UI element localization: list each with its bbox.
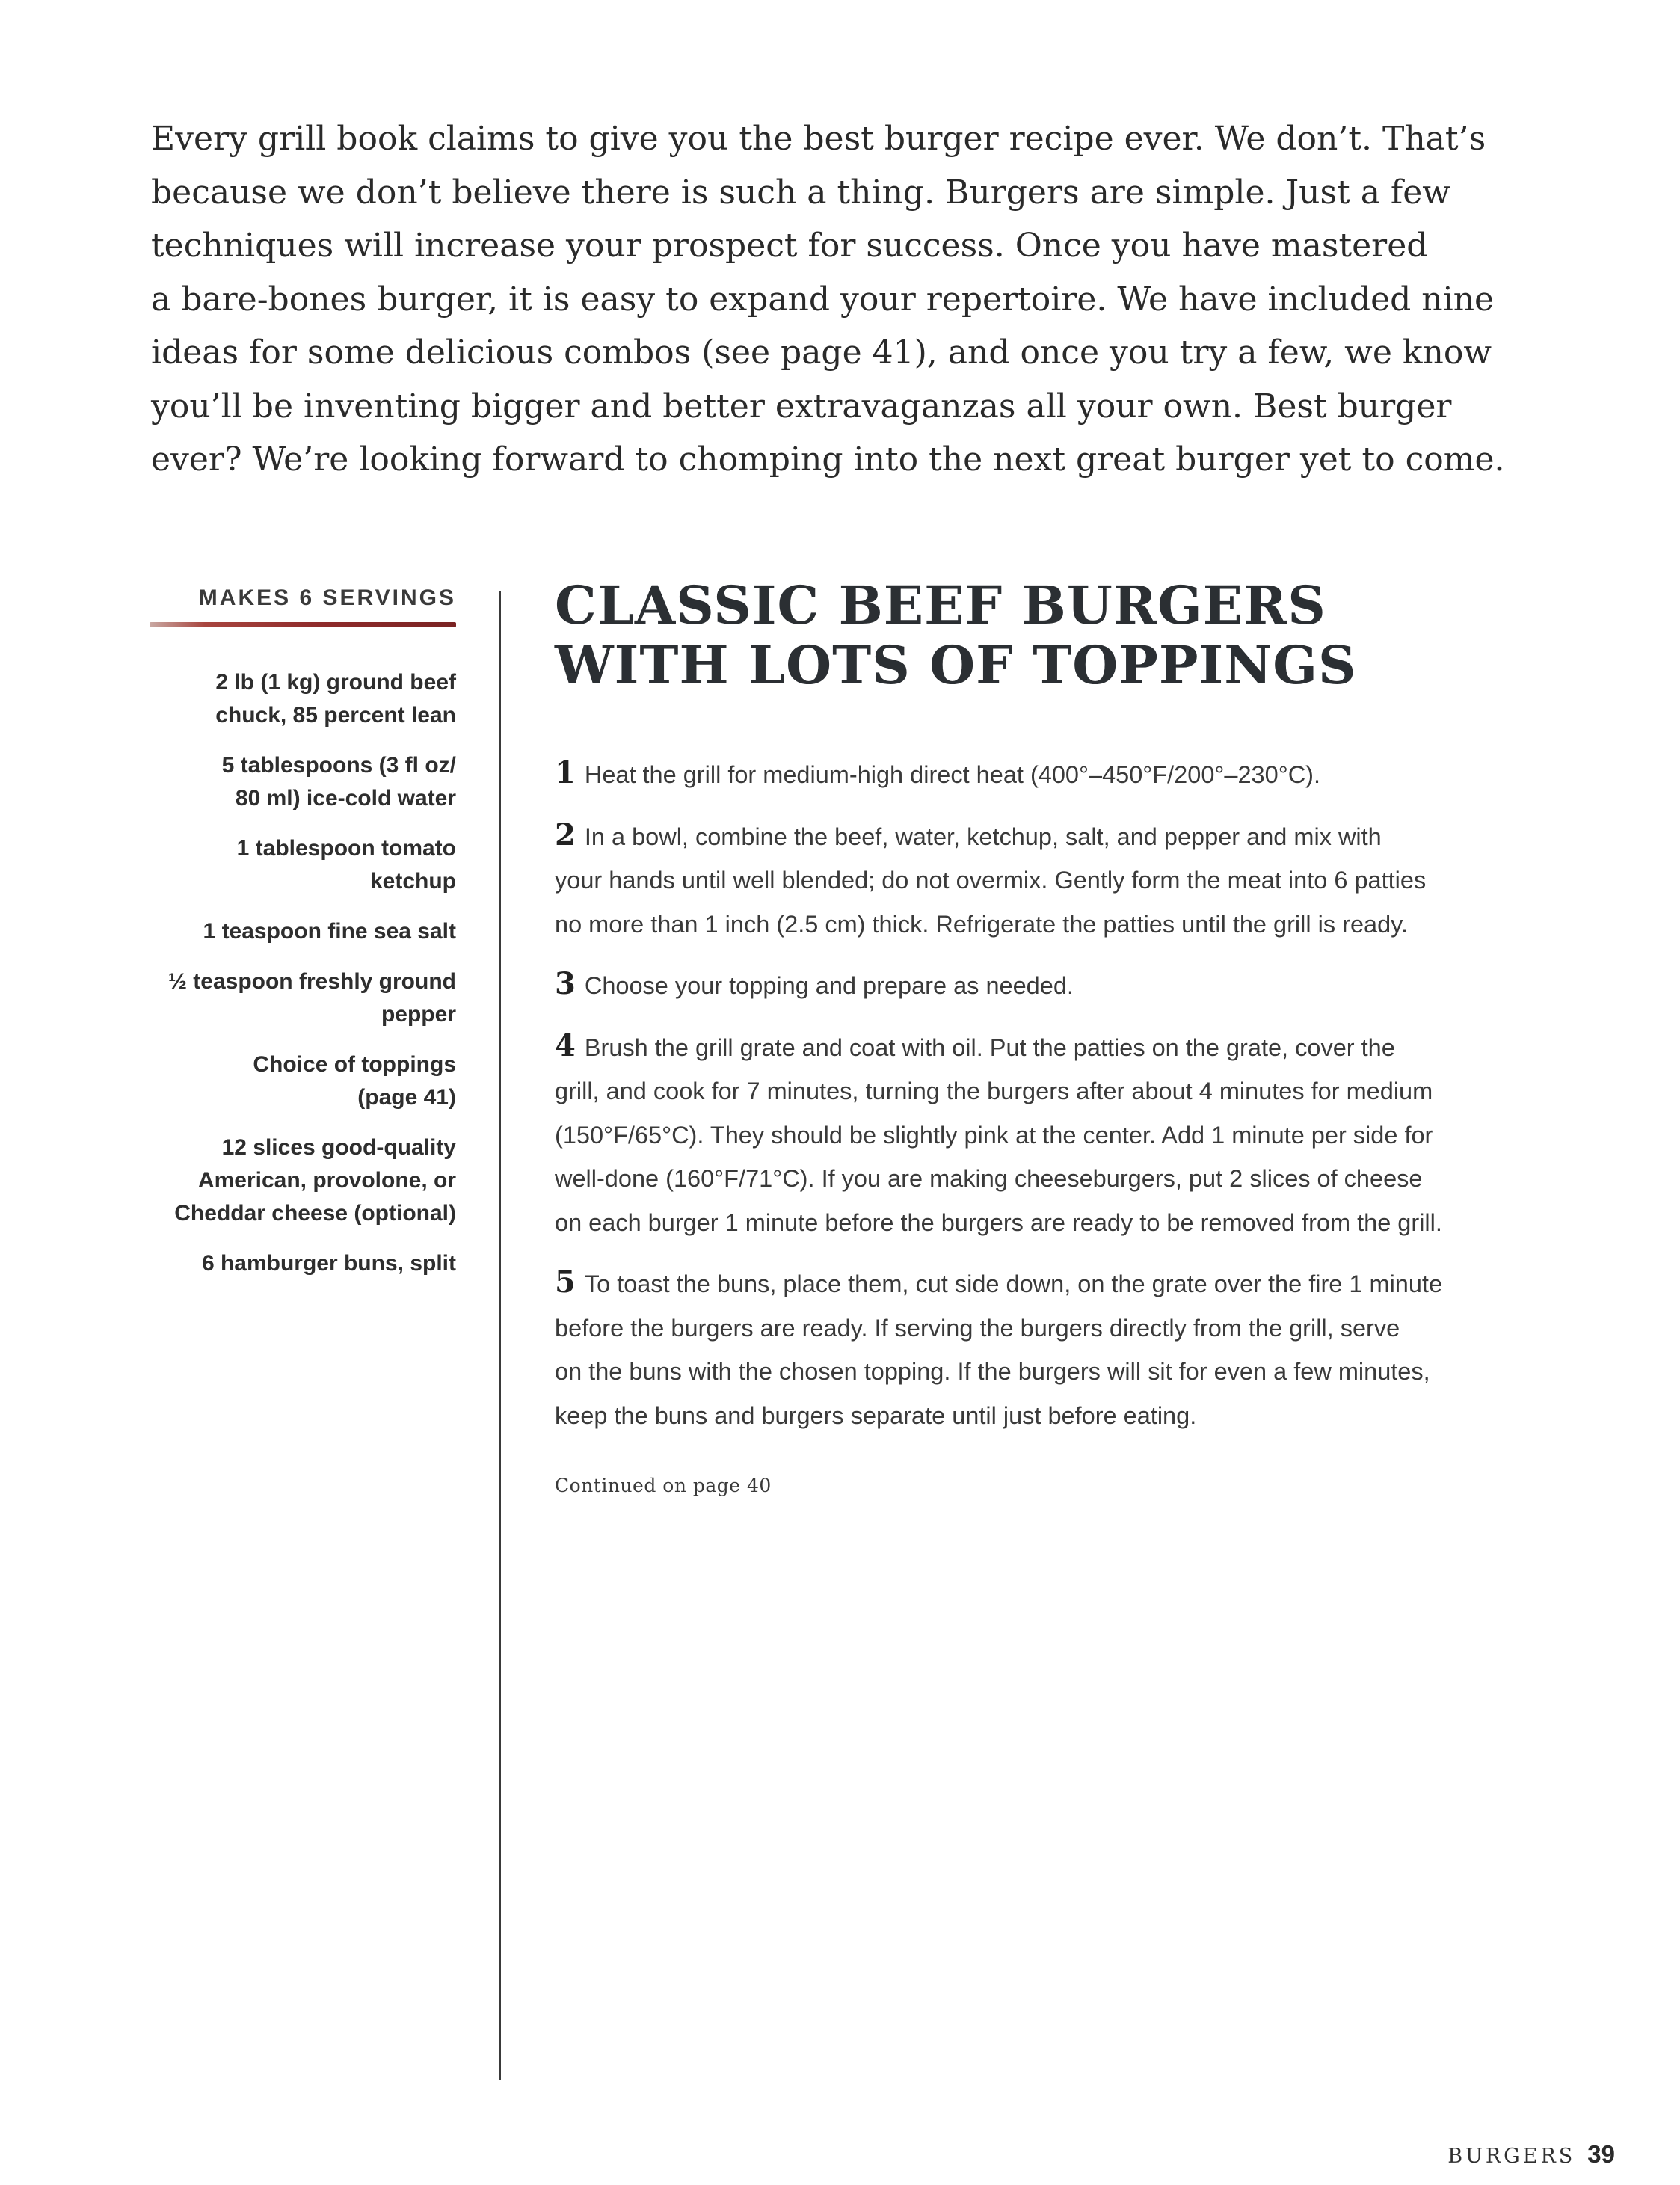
step-number: 3 [555,966,576,1001]
ingredient-line: 6 hamburger buns, split [201,1251,456,1276]
intro-line: a bare-bones burger, it is easy to expand your repertoire. We have included nine [151,280,1495,319]
step-number: 2 [555,817,576,852]
intro-line: Every grill book claims to give you the best burger recipe ever. We don’t. That’s [151,120,1486,158]
step-line: Heat the grill for medium-high direct heat (400°–450°F/200°–230°C). [584,761,1321,788]
ingredient-line: 80 ml) ice-cold water [235,786,456,811]
step-line: your hands until well blended; do not overmix. Gently form the meat into 6 patties [555,867,1427,894]
page-number: 39 [1587,2140,1615,2168]
intro-line: ideas for some delicious combos (see page 41), and once you try a few, we know [151,334,1492,372]
ingredient-item [142,915,456,948]
step-line: well-done (160°F/71°C). If you are making cheeseburgers, put 2 slices of cheese [555,1165,1423,1192]
step-line: before the burgers are ready. If serving the burgers directly from the grill, serve [555,1314,1400,1342]
ingredient-line: pepper [381,1002,456,1027]
ingredient-line: 12 slices good-quality [221,1135,456,1160]
step-number: 4 [555,1027,576,1063]
ingredient-line: 1 teaspoon fine sea salt [203,919,456,944]
ingredient-item [142,1131,456,1230]
ingredient-line: ½ teaspoon freshly ground [167,969,456,994]
page-footer [1331,2140,1615,2169]
intro-line: techniques will increase your prospect for success. Once you have mastered [151,227,1428,265]
ingredient-item [142,832,456,898]
ingredient-item [142,1048,456,1114]
ingredient-item [142,666,456,732]
ingredient-line: Choice of toppings [253,1052,456,1077]
recipe-step [555,1261,1549,1437]
ingredient-item [142,965,456,1031]
step-line: keep the buns and burgers separate until just before eating. [555,1401,1197,1429]
ingredient-line: 5 tablespoons (3 fl oz/ [221,753,456,778]
intro-line: you’ll be inventing bigger and better extravaganzas all your own. Best burger [151,387,1452,425]
ingredient-line: American, provolone, or [197,1168,456,1193]
column-divider [499,591,501,2080]
intro-paragraph [151,112,1542,487]
ingredient-line: 2 lb (1 kg) ground beef [215,670,456,695]
recipe-title-line: WITH LOTS OF TOPPINGS [555,634,1357,696]
recipe-title-line: CLASSIC BEEF BURGERS [555,574,1326,636]
step-line: Choose your topping and prepare as needed. [584,972,1074,999]
step-line: on the buns with the chosen topping. If the burgers will sit for even a few minutes, [555,1358,1430,1385]
intro-line: ever? We’re looking forward to chomping into the next great burger yet to come. [151,440,1505,479]
step-number: 5 [555,1264,576,1300]
step-line: Brush the grill grate and coat with oil. Put the patties on the grate, cover the [584,1033,1395,1061]
recipe-step [555,1024,1549,1245]
step-line: In a bowl, combine the beef, water, ketchup, salt, and pepper and mix with [584,823,1382,850]
ingredient-line: 1 tablespoon tomato [236,836,456,861]
ingredient-item [142,749,456,815]
recipe-title [555,576,1601,695]
step-line: (150°F/65°C). They should be slightly pink at the center. Add 1 minute per side for [555,1121,1433,1149]
ingredient-list [142,666,456,1280]
intro-line: because we don’t believe there is such a thing. Burgers are simple. Just a few [151,173,1450,212]
ingredient-item [142,1247,456,1280]
recipe-step [555,752,1549,797]
recipe-step [555,962,1549,1008]
section-name: BURGERS [1447,2145,1576,2168]
servings-rule [150,622,456,627]
step-line: grill, and cook for 7 minutes, turning the burgers after about 4 minutes for medium [555,1078,1433,1104]
servings-heading: MAKES 6 SERVINGS [198,586,456,610]
ingredient-line: Cheddar cheese (optional) [174,1201,456,1226]
continued-note: Continued on page 40 [555,1475,772,1496]
recipe-steps [555,752,1549,1508]
ingredient-line: ketchup [369,869,456,894]
step-line: on each burger 1 minute before the burgers are ready to be removed from the grill. [555,1208,1442,1236]
step-number: 1 [555,755,576,790]
step-line: no more than 1 inch (2.5 cm) thick. Refrigerate the patties until the grill is ready. [555,910,1409,938]
ingredient-line: chuck, 85 percent lean [215,703,456,728]
ingredients-sidebar [142,583,456,1297]
ingredient-line: (page 41) [357,1085,456,1110]
recipe-step [555,814,1549,947]
step-line: To toast the buns, place them, cut side down, on the grate over the fire 1 minute [584,1270,1443,1297]
